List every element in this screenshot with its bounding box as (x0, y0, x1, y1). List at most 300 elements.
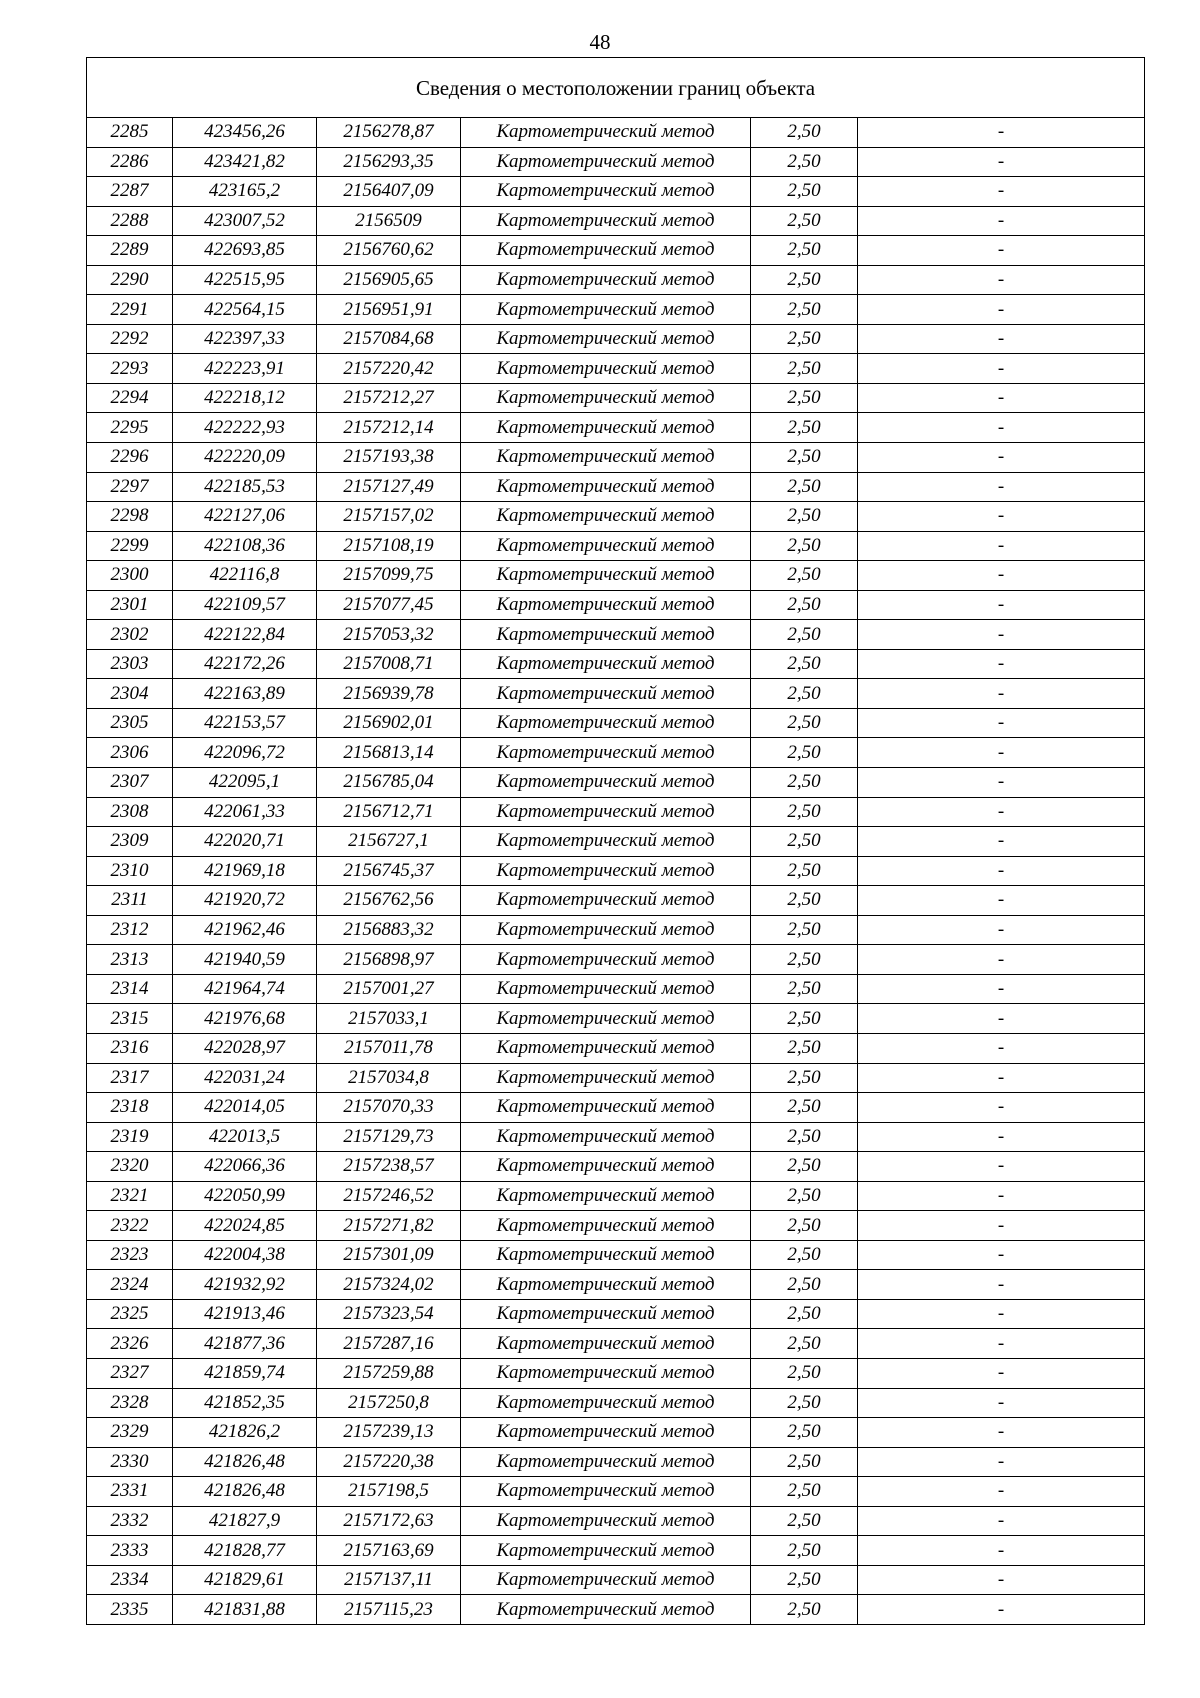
y-coordinate-cell: 2157198,5 (317, 1477, 461, 1507)
x-coordinate-cell: 421940,59 (173, 945, 317, 975)
table-row (87, 1211, 1145, 1241)
point-number-cell: 2333 (87, 1536, 173, 1566)
y-coordinate-cell: 2157212,27 (317, 383, 461, 413)
accuracy-cell: 2,50 (751, 1595, 858, 1625)
point-number-cell: 2317 (87, 1063, 173, 1093)
x-coordinate-cell: 421962,46 (173, 915, 317, 945)
x-coordinate-cell: 422515,95 (173, 265, 317, 295)
point-number-cell: 2301 (87, 590, 173, 620)
point-number-cell: 2296 (87, 443, 173, 473)
table-row (87, 797, 1145, 827)
description-cell: - (858, 590, 1145, 620)
accuracy-cell: 2,50 (751, 1122, 858, 1152)
boundary-coordinates-table (86, 57, 1145, 1625)
description-cell: - (858, 827, 1145, 857)
y-coordinate-cell: 2157250,8 (317, 1388, 461, 1418)
method-cell: Картометрический метод (461, 886, 751, 916)
y-coordinate-cell: 2156762,56 (317, 886, 461, 916)
method-cell: Картометрический метод (461, 206, 751, 236)
x-coordinate-cell: 421827,9 (173, 1506, 317, 1536)
method-cell: Картометрический метод (461, 1299, 751, 1329)
table-row (87, 1358, 1145, 1388)
point-number-cell: 2322 (87, 1211, 173, 1241)
accuracy-cell: 2,50 (751, 1270, 858, 1300)
table-row (87, 206, 1145, 236)
method-cell: Картометрический метод (461, 1181, 751, 1211)
point-number-cell: 2315 (87, 1004, 173, 1034)
y-coordinate-cell: 2157129,73 (317, 1122, 461, 1152)
x-coordinate-cell: 422066,36 (173, 1152, 317, 1182)
y-coordinate-cell: 2157053,32 (317, 620, 461, 650)
y-coordinate-cell: 2156785,04 (317, 768, 461, 798)
x-coordinate-cell: 422116,8 (173, 561, 317, 591)
x-coordinate-cell: 422223,91 (173, 354, 317, 384)
y-coordinate-cell: 2156760,62 (317, 236, 461, 266)
method-cell: Картометрический метод (461, 1093, 751, 1123)
point-number-cell: 2335 (87, 1595, 173, 1625)
y-coordinate-cell: 2157193,38 (317, 443, 461, 473)
accuracy-cell: 2,50 (751, 265, 858, 295)
accuracy-cell: 2,50 (751, 1093, 858, 1123)
method-cell: Картометрический метод (461, 383, 751, 413)
accuracy-cell: 2,50 (751, 1240, 858, 1270)
description-cell: - (858, 1299, 1145, 1329)
accuracy-cell: 2,50 (751, 856, 858, 886)
point-number-cell: 2286 (87, 147, 173, 177)
table-row (87, 679, 1145, 709)
y-coordinate-cell: 2157238,57 (317, 1152, 461, 1182)
description-cell: - (858, 295, 1145, 325)
method-cell: Картометрический метод (461, 1270, 751, 1300)
method-cell: Картометрический метод (461, 856, 751, 886)
method-cell: Картометрический метод (461, 147, 751, 177)
x-coordinate-cell: 422153,57 (173, 708, 317, 738)
description-cell: - (858, 1418, 1145, 1448)
table-row (87, 620, 1145, 650)
accuracy-cell: 2,50 (751, 827, 858, 857)
description-cell: - (858, 177, 1145, 207)
description-cell: - (858, 1565, 1145, 1595)
x-coordinate-cell: 422222,93 (173, 413, 317, 443)
y-coordinate-cell: 2156898,97 (317, 945, 461, 975)
x-coordinate-cell: 422024,85 (173, 1211, 317, 1241)
description-cell: - (858, 1063, 1145, 1093)
y-coordinate-cell: 2157157,02 (317, 502, 461, 532)
point-number-cell: 2318 (87, 1093, 173, 1123)
table-row (87, 1181, 1145, 1211)
method-cell: Картометрический метод (461, 1536, 751, 1566)
x-coordinate-cell: 421920,72 (173, 886, 317, 916)
point-number-cell: 2327 (87, 1358, 173, 1388)
point-number-cell: 2329 (87, 1418, 173, 1448)
point-number-cell: 2334 (87, 1565, 173, 1595)
y-coordinate-cell: 2157172,63 (317, 1506, 461, 1536)
method-cell: Картометрический метод (461, 620, 751, 650)
description-cell: - (858, 708, 1145, 738)
x-coordinate-cell: 421826,48 (173, 1447, 317, 1477)
table-row (87, 768, 1145, 798)
point-number-cell: 2292 (87, 324, 173, 354)
x-coordinate-cell: 422185,53 (173, 472, 317, 502)
accuracy-cell: 2,50 (751, 738, 858, 768)
x-coordinate-cell: 422108,36 (173, 531, 317, 561)
table-row (87, 177, 1145, 207)
method-cell: Картометрический метод (461, 354, 751, 384)
method-cell: Картометрический метод (461, 1358, 751, 1388)
accuracy-cell: 2,50 (751, 1447, 858, 1477)
table-row (87, 147, 1145, 177)
point-number-cell: 2289 (87, 236, 173, 266)
table-row (87, 236, 1145, 266)
accuracy-cell: 2,50 (751, 679, 858, 709)
description-cell: - (858, 265, 1145, 295)
method-cell: Картометрический метод (461, 413, 751, 443)
method-cell: Картометрический метод (461, 324, 751, 354)
description-cell: - (858, 1270, 1145, 1300)
x-coordinate-cell: 421969,18 (173, 856, 317, 886)
table-row (87, 354, 1145, 384)
method-cell: Картометрический метод (461, 1033, 751, 1063)
table-row (87, 443, 1145, 473)
accuracy-cell: 2,50 (751, 531, 858, 561)
description-cell: - (858, 354, 1145, 384)
table-row (87, 649, 1145, 679)
description-cell: - (858, 324, 1145, 354)
y-coordinate-cell: 2157220,42 (317, 354, 461, 384)
method-cell: Картометрический метод (461, 1447, 751, 1477)
method-cell: Картометрический метод (461, 502, 751, 532)
accuracy-cell: 2,50 (751, 1329, 858, 1359)
x-coordinate-cell: 422122,84 (173, 620, 317, 650)
description-cell: - (858, 147, 1145, 177)
table-row (87, 708, 1145, 738)
point-number-cell: 2302 (87, 620, 173, 650)
description-cell: - (858, 1447, 1145, 1477)
y-coordinate-cell: 2157163,69 (317, 1536, 461, 1566)
point-number-cell: 2312 (87, 915, 173, 945)
table-row (87, 1063, 1145, 1093)
y-coordinate-cell: 2156293,35 (317, 147, 461, 177)
accuracy-cell: 2,50 (751, 413, 858, 443)
x-coordinate-cell: 421852,35 (173, 1388, 317, 1418)
method-cell: Картометрический метод (461, 1152, 751, 1182)
y-coordinate-cell: 2157115,23 (317, 1595, 461, 1625)
accuracy-cell: 2,50 (751, 768, 858, 798)
y-coordinate-cell: 2156951,91 (317, 295, 461, 325)
table-row (87, 265, 1145, 295)
method-cell: Картометрический метод (461, 1122, 751, 1152)
x-coordinate-cell: 422218,12 (173, 383, 317, 413)
accuracy-cell: 2,50 (751, 236, 858, 266)
method-cell: Картометрический метод (461, 1506, 751, 1536)
description-cell: - (858, 945, 1145, 975)
y-coordinate-cell: 2156509 (317, 206, 461, 236)
point-number-cell: 2330 (87, 1447, 173, 1477)
point-number-cell: 2323 (87, 1240, 173, 1270)
description-cell: - (858, 1329, 1145, 1359)
y-coordinate-cell: 2157077,45 (317, 590, 461, 620)
table-row (87, 1033, 1145, 1063)
accuracy-cell: 2,50 (751, 118, 858, 148)
table-row (87, 590, 1145, 620)
point-number-cell: 2285 (87, 118, 173, 148)
table-row (87, 472, 1145, 502)
description-cell: - (858, 1506, 1145, 1536)
x-coordinate-cell: 423165,2 (173, 177, 317, 207)
y-coordinate-cell: 2156883,32 (317, 915, 461, 945)
description-cell: - (858, 1240, 1145, 1270)
y-coordinate-cell: 2157212,14 (317, 413, 461, 443)
point-number-cell: 2295 (87, 413, 173, 443)
method-cell: Картометрический метод (461, 472, 751, 502)
y-coordinate-cell: 2157246,52 (317, 1181, 461, 1211)
method-cell: Картометрический метод (461, 590, 751, 620)
point-number-cell: 2306 (87, 738, 173, 768)
x-coordinate-cell: 421828,77 (173, 1536, 317, 1566)
description-cell: - (858, 1358, 1145, 1388)
method-cell: Картометрический метод (461, 679, 751, 709)
x-coordinate-cell: 422095,1 (173, 768, 317, 798)
accuracy-cell: 2,50 (751, 206, 858, 236)
table-row (87, 1093, 1145, 1123)
y-coordinate-cell: 2157137,11 (317, 1565, 461, 1595)
accuracy-cell: 2,50 (751, 443, 858, 473)
x-coordinate-cell: 422172,26 (173, 649, 317, 679)
accuracy-cell: 2,50 (751, 561, 858, 591)
method-cell: Картометрический метод (461, 561, 751, 591)
table-row (87, 1270, 1145, 1300)
table-row (87, 1506, 1145, 1536)
point-number-cell: 2320 (87, 1152, 173, 1182)
x-coordinate-cell: 421932,92 (173, 1270, 317, 1300)
accuracy-cell: 2,50 (751, 1565, 858, 1595)
x-coordinate-cell: 422031,24 (173, 1063, 317, 1093)
accuracy-cell: 2,50 (751, 797, 858, 827)
x-coordinate-cell: 421913,46 (173, 1299, 317, 1329)
y-coordinate-cell: 2157084,68 (317, 324, 461, 354)
method-cell: Картометрический метод (461, 1565, 751, 1595)
table-row (87, 827, 1145, 857)
method-cell: Картометрический метод (461, 1063, 751, 1093)
point-number-cell: 2297 (87, 472, 173, 502)
table-row (87, 413, 1145, 443)
description-cell: - (858, 502, 1145, 532)
method-cell: Картометрический метод (461, 236, 751, 266)
point-number-cell: 2288 (87, 206, 173, 236)
description-cell: - (858, 1093, 1145, 1123)
accuracy-cell: 2,50 (751, 1358, 858, 1388)
method-cell: Картометрический метод (461, 1388, 751, 1418)
accuracy-cell: 2,50 (751, 177, 858, 207)
x-coordinate-cell: 421976,68 (173, 1004, 317, 1034)
x-coordinate-cell: 423456,26 (173, 118, 317, 148)
x-coordinate-cell: 422061,33 (173, 797, 317, 827)
table-body (87, 118, 1145, 1625)
point-number-cell: 2331 (87, 1477, 173, 1507)
point-number-cell: 2287 (87, 177, 173, 207)
accuracy-cell: 2,50 (751, 147, 858, 177)
description-cell: - (858, 472, 1145, 502)
point-number-cell: 2307 (87, 768, 173, 798)
point-number-cell: 2311 (87, 886, 173, 916)
description-cell: - (858, 915, 1145, 945)
description-cell: - (858, 383, 1145, 413)
accuracy-cell: 2,50 (751, 1004, 858, 1034)
accuracy-cell: 2,50 (751, 295, 858, 325)
table-row (87, 324, 1145, 354)
x-coordinate-cell: 422014,05 (173, 1093, 317, 1123)
method-cell: Картометрический метод (461, 265, 751, 295)
point-number-cell: 2325 (87, 1299, 173, 1329)
accuracy-cell: 2,50 (751, 1418, 858, 1448)
y-coordinate-cell: 2157323,54 (317, 1299, 461, 1329)
point-number-cell: 2313 (87, 945, 173, 975)
y-coordinate-cell: 2156939,78 (317, 679, 461, 709)
method-cell: Картометрический метод (461, 1595, 751, 1625)
y-coordinate-cell: 2157324,02 (317, 1270, 461, 1300)
x-coordinate-cell: 422050,99 (173, 1181, 317, 1211)
y-coordinate-cell: 2157259,88 (317, 1358, 461, 1388)
method-cell: Картометрический метод (461, 1477, 751, 1507)
accuracy-cell: 2,50 (751, 620, 858, 650)
table-row (87, 856, 1145, 886)
table-row (87, 1329, 1145, 1359)
x-coordinate-cell: 421826,48 (173, 1477, 317, 1507)
y-coordinate-cell: 2157239,13 (317, 1418, 461, 1448)
table-row (87, 1536, 1145, 1566)
x-coordinate-cell: 422028,97 (173, 1033, 317, 1063)
accuracy-cell: 2,50 (751, 974, 858, 1004)
method-cell: Картометрический метод (461, 945, 751, 975)
method-cell: Картометрический метод (461, 1240, 751, 1270)
table-row (87, 1595, 1145, 1625)
description-cell: - (858, 531, 1145, 561)
method-cell: Картометрический метод (461, 708, 751, 738)
method-cell: Картометрический метод (461, 827, 751, 857)
description-cell: - (858, 236, 1145, 266)
y-coordinate-cell: 2156727,1 (317, 827, 461, 857)
x-coordinate-cell: 421829,61 (173, 1565, 317, 1595)
method-cell: Картометрический метод (461, 177, 751, 207)
table-row (87, 118, 1145, 148)
accuracy-cell: 2,50 (751, 472, 858, 502)
method-cell: Картометрический метод (461, 797, 751, 827)
table-row (87, 561, 1145, 591)
table-row (87, 502, 1145, 532)
point-number-cell: 2293 (87, 354, 173, 384)
accuracy-cell: 2,50 (751, 1299, 858, 1329)
point-number-cell: 2305 (87, 708, 173, 738)
point-number-cell: 2308 (87, 797, 173, 827)
x-coordinate-cell: 422109,57 (173, 590, 317, 620)
page-number: 48 (589, 30, 611, 54)
x-coordinate-cell: 422004,38 (173, 1240, 317, 1270)
accuracy-cell: 2,50 (751, 649, 858, 679)
description-cell: - (858, 1122, 1145, 1152)
table-row (87, 1565, 1145, 1595)
y-coordinate-cell: 2157008,71 (317, 649, 461, 679)
table-row (87, 1388, 1145, 1418)
table-row (87, 1418, 1145, 1448)
accuracy-cell: 2,50 (751, 1388, 858, 1418)
x-coordinate-cell: 421826,2 (173, 1418, 317, 1448)
method-cell: Картометрический метод (461, 531, 751, 561)
table-row (87, 738, 1145, 768)
method-cell: Картометрический метод (461, 768, 751, 798)
point-number-cell: 2303 (87, 649, 173, 679)
description-cell: - (858, 886, 1145, 916)
table-row (87, 1122, 1145, 1152)
accuracy-cell: 2,50 (751, 324, 858, 354)
table-row (87, 945, 1145, 975)
table-row (87, 1240, 1145, 1270)
table-row (87, 915, 1145, 945)
method-cell: Картометрический метод (461, 295, 751, 325)
y-coordinate-cell: 2157220,38 (317, 1447, 461, 1477)
point-number-cell: 2298 (87, 502, 173, 532)
y-coordinate-cell: 2157011,78 (317, 1033, 461, 1063)
x-coordinate-cell: 422163,89 (173, 679, 317, 709)
x-coordinate-cell: 421964,74 (173, 974, 317, 1004)
point-number-cell: 2314 (87, 974, 173, 1004)
x-coordinate-cell: 422127,06 (173, 502, 317, 532)
point-number-cell: 2319 (87, 1122, 173, 1152)
table-row (87, 1299, 1145, 1329)
y-coordinate-cell: 2156712,71 (317, 797, 461, 827)
description-cell: - (858, 561, 1145, 591)
method-cell: Картометрический метод (461, 1418, 751, 1448)
accuracy-cell: 2,50 (751, 1536, 858, 1566)
y-coordinate-cell: 2156905,65 (317, 265, 461, 295)
method-cell: Картометрический метод (461, 649, 751, 679)
x-coordinate-cell: 423421,82 (173, 147, 317, 177)
y-coordinate-cell: 2156813,14 (317, 738, 461, 768)
y-coordinate-cell: 2156902,01 (317, 708, 461, 738)
table-row (87, 531, 1145, 561)
point-number-cell: 2290 (87, 265, 173, 295)
accuracy-cell: 2,50 (751, 1152, 858, 1182)
accuracy-cell: 2,50 (751, 1033, 858, 1063)
y-coordinate-cell: 2157033,1 (317, 1004, 461, 1034)
method-cell: Картометрический метод (461, 443, 751, 473)
method-cell: Картометрический метод (461, 738, 751, 768)
y-coordinate-cell: 2157108,19 (317, 531, 461, 561)
y-coordinate-cell: 2157034,8 (317, 1063, 461, 1093)
point-number-cell: 2332 (87, 1506, 173, 1536)
point-number-cell: 2294 (87, 383, 173, 413)
x-coordinate-cell: 422693,85 (173, 236, 317, 266)
method-cell: Картометрический метод (461, 1004, 751, 1034)
point-number-cell: 2291 (87, 295, 173, 325)
method-cell: Картометрический метод (461, 915, 751, 945)
accuracy-cell: 2,50 (751, 590, 858, 620)
y-coordinate-cell: 2156407,09 (317, 177, 461, 207)
point-number-cell: 2316 (87, 1033, 173, 1063)
x-coordinate-cell: 422013,5 (173, 1122, 317, 1152)
description-cell: - (858, 1181, 1145, 1211)
description-cell: - (858, 649, 1145, 679)
description-cell: - (858, 1388, 1145, 1418)
description-cell: - (858, 738, 1145, 768)
table-row (87, 295, 1145, 325)
description-cell: - (858, 1595, 1145, 1625)
x-coordinate-cell: 422020,71 (173, 827, 317, 857)
table-row (87, 1447, 1145, 1477)
description-cell: - (858, 206, 1145, 236)
table-row (87, 886, 1145, 916)
y-coordinate-cell: 2156745,37 (317, 856, 461, 886)
description-cell: - (858, 1211, 1145, 1241)
